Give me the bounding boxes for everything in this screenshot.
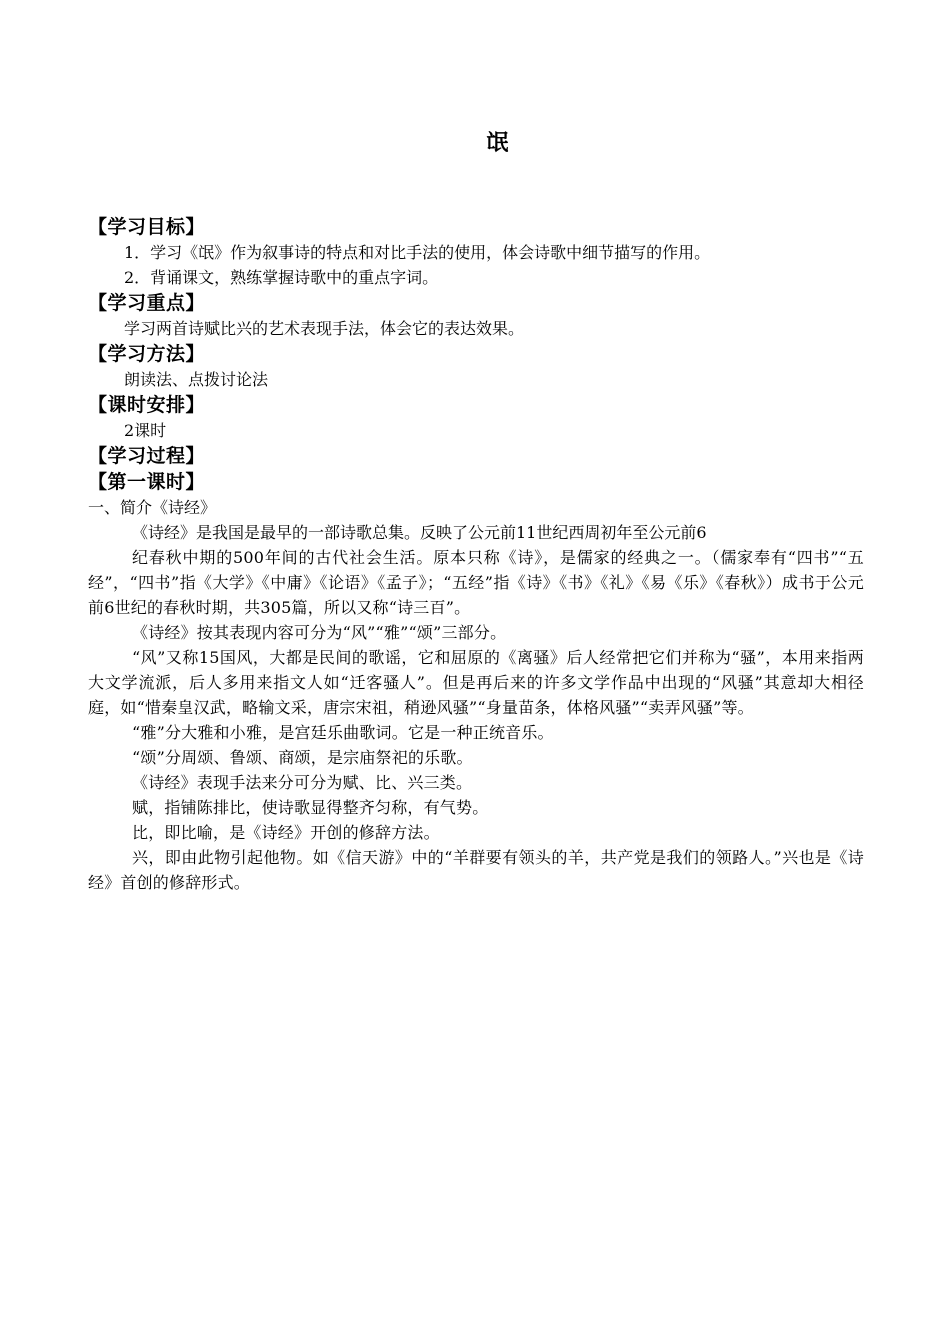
focus-text: 学习两首诗赋比兴的艺术表现手法，体会它的表达效果。 bbox=[124, 319, 525, 338]
paragraph-5: “颂”分周颂、鲁颂、商颂，是宗庙祭祀的乐歌。 bbox=[132, 748, 473, 767]
paragraph-4: “雅”分大雅和小雅，是宫廷乐曲歌词。它是一种正统音乐。 bbox=[132, 723, 554, 742]
paragraph-8: 比，即比喻，是《诗经》开创的修辞方法。 bbox=[132, 823, 440, 842]
paragraph-1-rest: 纪春秋中期的500年间的古代社会生活。原本只称《诗》，是儒家的经典之一。（儒家奉有“四书”“五经”，“四书”指《大学》《中庸》《论语》《孟子》；“五经”指《诗》《书》《礼》《易《乐》《春秋》）成书于公元前6世纪的春秋时期，共305篇，所以又称“诗三百”。 bbox=[88, 548, 864, 617]
section-intro-heading: 一、简介《诗经》 bbox=[88, 498, 217, 517]
heading-learning-goals: 【学习目标】 bbox=[88, 216, 206, 238]
heading-learning-method: 【学习方法】 bbox=[88, 343, 206, 365]
goal-item-1: 1．学习《氓》作为叙事诗的特点和对比手法的使用，体会诗歌中细节描写的作用。 bbox=[124, 243, 711, 262]
heading-first-lesson: 【第一课时】 bbox=[88, 471, 206, 493]
heading-schedule: 【课时安排】 bbox=[88, 394, 206, 416]
paragraph-6: 《诗经》表现手法来分可分为赋、比、兴三类。 bbox=[132, 773, 473, 792]
method-text: 朗读法、点拨讨论法 bbox=[124, 370, 269, 389]
heading-learning-focus: 【学习重点】 bbox=[88, 292, 206, 314]
page-title: 氓 bbox=[486, 130, 510, 156]
paragraph-2: 《诗经》按其表现内容可分为“风”“雅”“颂”三部分。 bbox=[132, 623, 507, 642]
heading-learning-process: 【学习过程】 bbox=[88, 445, 206, 467]
goal-item-2: 2．背诵课文，熟练掌握诗歌中的重点字词。 bbox=[124, 268, 439, 287]
paragraph-3: “风”又称15国风，大都是民间的歌谣，它和屈原的《离骚》后人经常把它们并称为“骚”，本用来指两大文学流派，后人多用来指文人如“迁客骚人”。但是再后来的许多文学作品中出现的“风骚”其意却大相径庭，如“惜秦皇汉武，略输文采，唐宗宋祖，稍逊风骚”“身量苗条，体格风骚”“卖弄风骚”等。 bbox=[88, 648, 864, 717]
paragraph-1-first-line: 《诗经》是我国是最早的一部诗歌总集。反映了公元前11世纪西周初年至公元前6 bbox=[132, 523, 707, 542]
document-content bbox=[88, 214, 864, 895]
schedule-text: 2课时 bbox=[124, 421, 167, 440]
paragraph-9: 兴，即由此物引起他物。如《信天游》中的“羊群要有领头的羊，共产党是我们的领路人。”兴也是《诗经》首创的修辞形式。 bbox=[88, 848, 864, 892]
paragraph-7: 赋，指铺陈排比，使诗歌显得整齐匀称，有气势。 bbox=[132, 798, 489, 817]
